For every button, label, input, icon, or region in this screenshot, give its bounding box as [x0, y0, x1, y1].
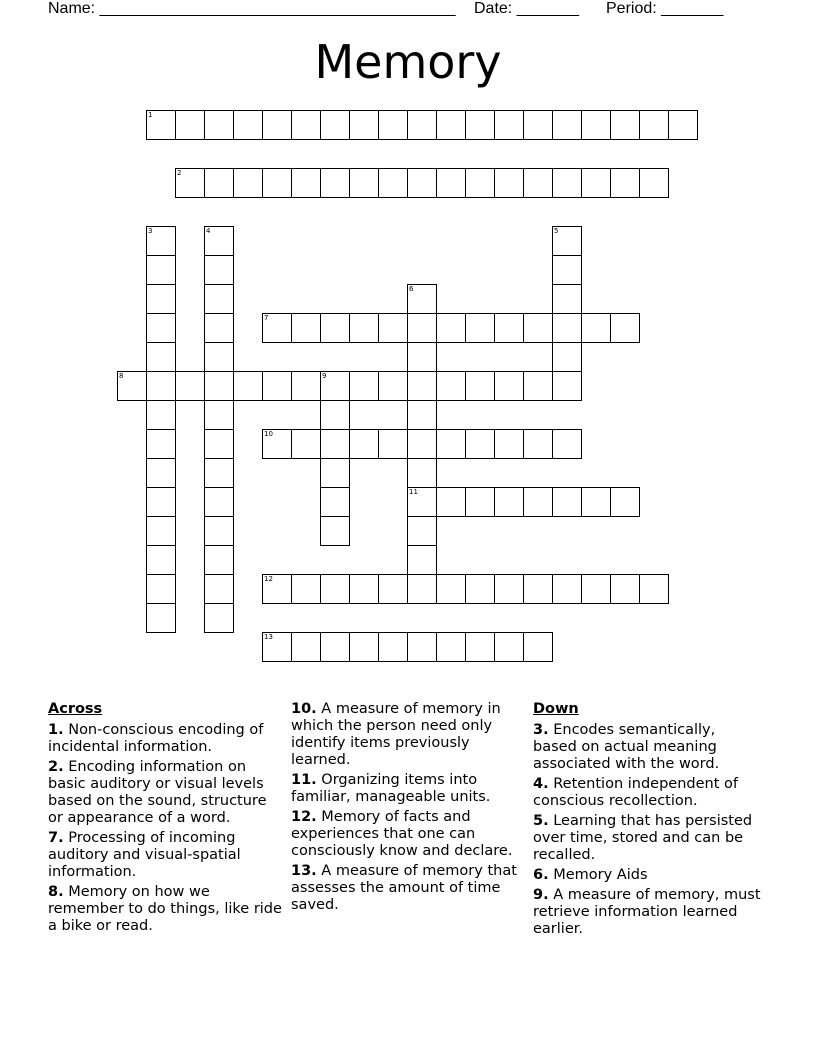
crossword-cell[interactable] — [204, 110, 234, 140]
clue-text: Organizing items into familiar, manageable units. — [291, 772, 491, 805]
crossword-cell[interactable] — [117, 371, 147, 401]
crossword-cell[interactable] — [146, 603, 176, 633]
clue-text: Learning that has persisted over time, stored and can be recalled. — [533, 813, 753, 863]
down-clues-column — [533, 701, 763, 941]
cell-number: 11 — [409, 488, 418, 496]
crossword-cell[interactable] — [291, 168, 321, 198]
crossword-cell[interactable] — [175, 110, 205, 140]
crossword-cell[interactable] — [320, 458, 350, 488]
crossword-cell[interactable] — [465, 487, 495, 517]
crossword-cell[interactable] — [494, 110, 524, 140]
clue-number: 3. — [533, 722, 549, 738]
crossword-cell[interactable] — [378, 313, 408, 343]
crossword-cell[interactable] — [465, 574, 495, 604]
clue-down-3 — [533, 722, 763, 773]
clue-number: 8. — [48, 884, 64, 900]
crossword-cell[interactable] — [146, 371, 176, 401]
cell-number: 1 — [148, 111, 153, 119]
crossword-cell[interactable] — [320, 400, 350, 430]
crossword-cell[interactable] — [349, 110, 379, 140]
crossword-cell[interactable] — [262, 429, 292, 459]
clue-number: 13. — [291, 863, 317, 879]
crossword-cell[interactable] — [465, 168, 495, 198]
across-heading: Across — [48, 701, 103, 717]
clue-number: 5. — [533, 813, 549, 829]
crossword-cell[interactable] — [407, 400, 437, 430]
crossword-cell[interactable] — [407, 545, 437, 575]
crossword-cell[interactable] — [262, 574, 292, 604]
crossword-cell[interactable] — [320, 487, 350, 517]
crossword-cell[interactable] — [523, 371, 553, 401]
clue-text: Memory on how we remember to do things, like ride a bike or read. — [48, 884, 282, 934]
crossword-cell[interactable] — [436, 110, 466, 140]
clue-down-4 — [533, 776, 763, 810]
crossword-cell[interactable] — [204, 313, 234, 343]
crossword-cell[interactable] — [233, 110, 263, 140]
crossword-cell[interactable] — [407, 342, 437, 372]
crossword-cell[interactable] — [552, 429, 582, 459]
crossword-cell[interactable] — [262, 371, 292, 401]
crossword-cell[interactable] — [552, 313, 582, 343]
crossword-cell[interactable] — [146, 458, 176, 488]
down-heading: Down — [533, 701, 579, 717]
crossword-cell[interactable] — [552, 371, 582, 401]
crossword-cell[interactable] — [146, 545, 176, 575]
crossword-cell[interactable] — [378, 429, 408, 459]
crossword-cell[interactable] — [494, 429, 524, 459]
crossword-cell[interactable] — [610, 487, 640, 517]
clue-number: 12. — [291, 809, 317, 825]
crossword-cell[interactable] — [407, 487, 437, 517]
crossword-cell[interactable] — [436, 371, 466, 401]
name-field-label: Name: ________________________________________ — [48, 0, 456, 17]
clue-across-8 — [48, 884, 284, 935]
crossword-cell[interactable] — [552, 342, 582, 372]
crossword-cell[interactable] — [291, 110, 321, 140]
clue-number: 11. — [291, 772, 317, 788]
crossword-cell[interactable] — [581, 487, 611, 517]
crossword-cell[interactable] — [204, 284, 234, 314]
crossword-cell[interactable] — [436, 632, 466, 662]
period-field-label: Period: _______ — [606, 0, 724, 17]
crossword-cell[interactable] — [407, 284, 437, 314]
crossword-cell[interactable] — [552, 226, 582, 256]
crossword-cell[interactable] — [610, 574, 640, 604]
crossword-cell[interactable] — [523, 429, 553, 459]
crossword-cell[interactable] — [204, 603, 234, 633]
clue-number: 9. — [533, 887, 549, 903]
crossword-cell[interactable] — [204, 342, 234, 372]
clue-text: Non-conscious encoding of incidental information. — [48, 722, 264, 755]
crossword-cell[interactable] — [407, 371, 437, 401]
crossword-cell[interactable] — [320, 516, 350, 546]
clue-number: 7. — [48, 830, 64, 846]
crossword-cell[interactable] — [523, 632, 553, 662]
crossword-cell[interactable] — [320, 429, 350, 459]
crossword-cell[interactable] — [407, 632, 437, 662]
crossword-cell[interactable] — [581, 168, 611, 198]
cell-number: 7 — [264, 314, 269, 322]
crossword-cell[interactable] — [349, 429, 379, 459]
crossword-cell[interactable] — [262, 168, 292, 198]
crossword-cell[interactable] — [175, 371, 205, 401]
clue-across-1 — [48, 722, 284, 756]
clue-number: 4. — [533, 776, 549, 792]
crossword-cell[interactable] — [523, 110, 553, 140]
across-clues-column-continued — [291, 701, 523, 917]
crossword-cell[interactable] — [146, 400, 176, 430]
crossword-cell[interactable] — [494, 574, 524, 604]
crossword-cell[interactable] — [436, 168, 466, 198]
crossword-cell[interactable] — [262, 313, 292, 343]
crossword-cell[interactable] — [204, 429, 234, 459]
crossword-cell[interactable] — [146, 342, 176, 372]
crossword-cell[interactable] — [204, 545, 234, 575]
crossword-cell[interactable] — [378, 632, 408, 662]
crossword-cell[interactable] — [494, 313, 524, 343]
crossword-cell[interactable] — [291, 313, 321, 343]
crossword-cell[interactable] — [204, 487, 234, 517]
clue-across-12 — [291, 809, 523, 860]
crossword-cell[interactable] — [494, 487, 524, 517]
crossword-cell[interactable] — [204, 371, 234, 401]
clue-text: Encodes semantically, based on actual meaning associated with the word. — [533, 722, 720, 772]
clue-text: Retention independent of conscious recollection. — [533, 776, 738, 809]
clue-text: Processing of incoming auditory and visual-spatial information. — [48, 830, 241, 880]
crossword-cell[interactable] — [465, 313, 495, 343]
crossword-cell[interactable] — [523, 313, 553, 343]
cell-number: 3 — [148, 227, 153, 235]
crossword-cell[interactable] — [291, 632, 321, 662]
crossword-cell[interactable] — [552, 255, 582, 285]
crossword-cell[interactable] — [204, 255, 234, 285]
crossword-cell[interactable] — [146, 284, 176, 314]
crossword-cell[interactable] — [146, 429, 176, 459]
clue-across-7 — [48, 830, 284, 881]
clue-text: A measure of memory that assesses the amount of time saved. — [291, 863, 517, 913]
crossword-cell[interactable] — [146, 255, 176, 285]
crossword-cell[interactable] — [552, 110, 582, 140]
crossword-cell[interactable] — [349, 371, 379, 401]
clue-text: Memory of facts and experiences that one can consciously know and declare. — [291, 809, 513, 859]
crossword-cell[interactable] — [465, 371, 495, 401]
clue-across-13 — [291, 863, 523, 914]
crossword-cell[interactable] — [320, 574, 350, 604]
crossword-cell[interactable] — [291, 371, 321, 401]
clue-number: 6. — [533, 867, 549, 883]
crossword-cell[interactable] — [320, 632, 350, 662]
clue-down-6 — [533, 867, 763, 884]
crossword-cell[interactable] — [610, 110, 640, 140]
crossword-cell[interactable] — [581, 313, 611, 343]
cell-number: 5 — [554, 227, 559, 235]
crossword-cell[interactable] — [349, 632, 379, 662]
crossword-cell[interactable] — [407, 458, 437, 488]
crossword-cell[interactable] — [668, 110, 698, 140]
crossword-cell[interactable] — [523, 487, 553, 517]
crossword-cell[interactable] — [552, 168, 582, 198]
crossword-cell[interactable] — [233, 371, 263, 401]
crossword-cell[interactable] — [581, 110, 611, 140]
crossword-cell[interactable] — [204, 226, 234, 256]
crossword-cell[interactable] — [204, 574, 234, 604]
cell-number: 8 — [119, 372, 124, 380]
crossword-cell[interactable] — [436, 429, 466, 459]
crossword-cell[interactable] — [378, 110, 408, 140]
crossword-cell[interactable] — [610, 313, 640, 343]
crossword-cell[interactable] — [146, 574, 176, 604]
clue-number: 1. — [48, 722, 64, 738]
crossword-cell[interactable] — [291, 429, 321, 459]
crossword-cell[interactable] — [204, 400, 234, 430]
crossword-cell[interactable] — [436, 574, 466, 604]
crossword-cell[interactable] — [552, 487, 582, 517]
clue-across-11 — [291, 772, 523, 806]
crossword-cell[interactable] — [639, 574, 669, 604]
across-clues-column — [48, 701, 284, 938]
crossword-cell[interactable] — [146, 487, 176, 517]
crossword-cell[interactable] — [262, 110, 292, 140]
crossword-cell[interactable] — [320, 168, 350, 198]
crossword-cell[interactable] — [465, 110, 495, 140]
clue-number: 2. — [48, 759, 64, 775]
cell-number: 9 — [322, 372, 327, 380]
crossword-cell[interactable] — [465, 632, 495, 662]
crossword-cell[interactable] — [552, 574, 582, 604]
crossword-cell[interactable] — [407, 168, 437, 198]
crossword-cell[interactable] — [146, 313, 176, 343]
cell-number: 6 — [409, 285, 414, 293]
clue-number: 10. — [291, 701, 317, 717]
crossword-cell[interactable] — [436, 487, 466, 517]
crossword-cell[interactable] — [349, 313, 379, 343]
crossword-cell[interactable] — [146, 110, 176, 140]
crossword-cell[interactable] — [581, 574, 611, 604]
clue-text: Memory Aids — [553, 867, 648, 883]
crossword-cell[interactable] — [436, 313, 466, 343]
crossword-cell[interactable] — [146, 226, 176, 256]
crossword-cell[interactable] — [204, 516, 234, 546]
crossword-cell[interactable] — [610, 168, 640, 198]
crossword-cell[interactable] — [320, 371, 350, 401]
clue-across-10 — [291, 701, 523, 769]
crossword-cell[interactable] — [378, 574, 408, 604]
crossword-cell[interactable] — [233, 168, 263, 198]
clue-across-2 — [48, 759, 284, 827]
crossword-cell[interactable] — [146, 516, 176, 546]
cell-number: 12 — [264, 575, 273, 583]
crossword-cell[interactable] — [407, 110, 437, 140]
crossword-cell[interactable] — [204, 458, 234, 488]
crossword-cell[interactable] — [494, 168, 524, 198]
crossword-cell[interactable] — [378, 168, 408, 198]
crossword-cell[interactable] — [494, 371, 524, 401]
puzzle-title: Memory — [314, 35, 502, 89]
crossword-cell[interactable] — [320, 313, 350, 343]
crossword-cell[interactable] — [494, 632, 524, 662]
clue-text: A measure of memory in which the person need only identify items previously learned. — [291, 701, 501, 768]
crossword-cell[interactable] — [320, 110, 350, 140]
crossword-cell[interactable] — [378, 371, 408, 401]
cell-number: 13 — [264, 633, 273, 641]
crossword-cell[interactable] — [262, 632, 292, 662]
crossword-cell[interactable] — [204, 168, 234, 198]
crossword-cell[interactable] — [639, 110, 669, 140]
crossword-cell[interactable] — [523, 168, 553, 198]
cell-number: 2 — [177, 169, 182, 177]
cell-number: 4 — [206, 227, 211, 235]
crossword-cell[interactable] — [552, 284, 582, 314]
cell-number: 10 — [264, 430, 273, 438]
crossword-cell[interactable] — [349, 574, 379, 604]
date-field-label: Date: _______ — [474, 0, 579, 17]
clue-down-9 — [533, 887, 763, 938]
clue-text: A measure of memory, must retrieve information learned earlier. — [533, 887, 761, 937]
crossword-cell[interactable] — [407, 313, 437, 343]
crossword-cell[interactable] — [291, 574, 321, 604]
crossword-cell[interactable] — [407, 574, 437, 604]
crossword-cell[interactable] — [523, 574, 553, 604]
crossword-cell[interactable] — [407, 516, 437, 546]
crossword-cell[interactable] — [639, 168, 669, 198]
clue-text: Encoding information on basic auditory or visual levels based on the sound, structure or appearance of a word. — [48, 759, 267, 826]
crossword-cell[interactable] — [465, 429, 495, 459]
clue-down-5 — [533, 813, 763, 864]
crossword-cell[interactable] — [349, 168, 379, 198]
crossword-cell[interactable] — [407, 429, 437, 459]
crossword-cell[interactable] — [175, 168, 205, 198]
